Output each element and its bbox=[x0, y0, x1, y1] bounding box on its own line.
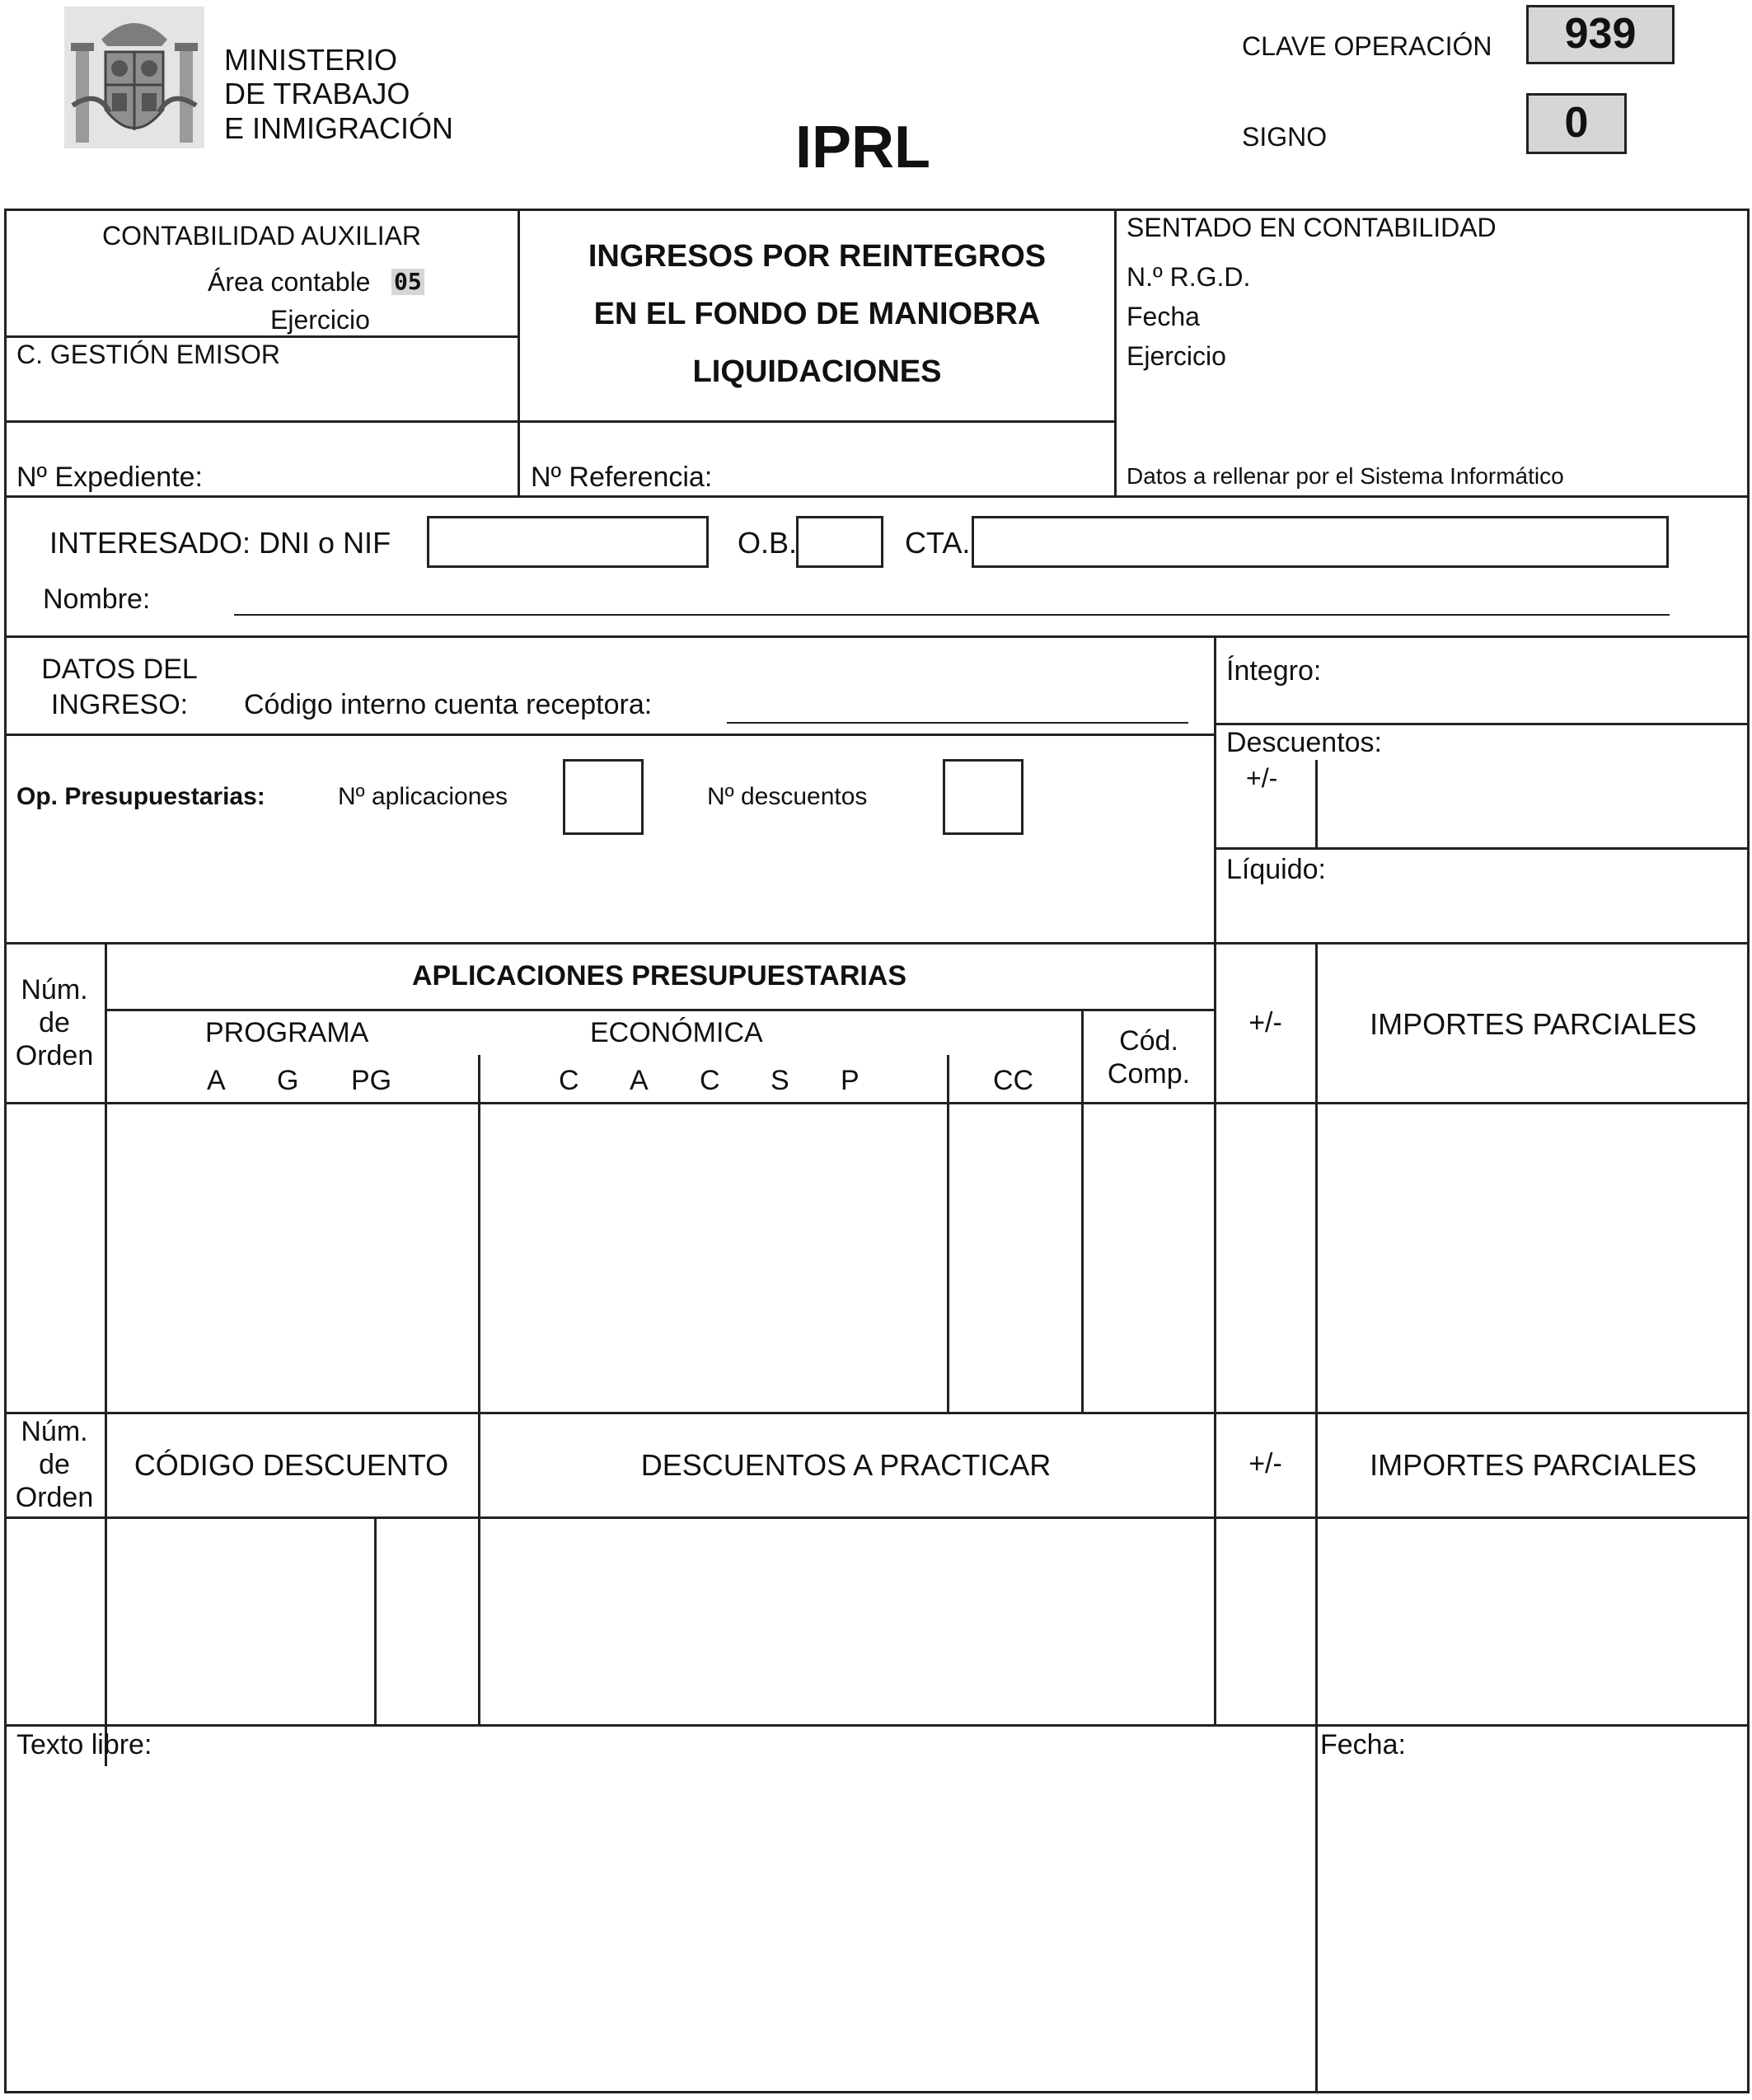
economica-col-c: C bbox=[559, 1065, 579, 1096]
ministry-line-1: MINISTERIO bbox=[224, 43, 398, 77]
area-contable-value: 05 bbox=[391, 269, 424, 295]
ministry-name bbox=[224, 43, 453, 145]
dni-label: INTERESADO: DNI o NIF bbox=[49, 526, 391, 560]
form-title-line-1: INGRESOS POR REINTEGROS bbox=[588, 239, 1047, 274]
cod-comp-line-1: Cód. bbox=[1119, 1025, 1178, 1057]
programa-col-a: A bbox=[207, 1065, 226, 1096]
coat-of-arms-icon bbox=[64, 7, 204, 148]
sentado-label: SENTADO EN CONTABILIDAD bbox=[1127, 213, 1497, 242]
referencia-label: Nº Referencia: bbox=[531, 462, 713, 493]
form-title-line-2: EN EL FONDO DE MANIOBRA bbox=[593, 297, 1041, 331]
aplic-importes-header: IMPORTES PARCIALES bbox=[1370, 1007, 1697, 1041]
clave-operacion-value: 939 bbox=[1526, 5, 1675, 64]
cod-comp-line-2: Comp. bbox=[1107, 1058, 1191, 1090]
descuentos-body[interactable] bbox=[7, 1519, 1747, 1723]
expediente-label: Nº Expediente: bbox=[16, 462, 203, 493]
n-descuentos-input[interactable] bbox=[943, 759, 1024, 835]
economica-col-c2: C bbox=[700, 1065, 720, 1096]
datos-sistema-note: Datos a rellenar por el Sistema Informático bbox=[1127, 463, 1564, 489]
economica-col-p: P bbox=[841, 1065, 860, 1096]
fecha-footer-label: Fecha: bbox=[1320, 1729, 1406, 1760]
datos-ingreso-line-1: DATOS DEL bbox=[41, 654, 198, 685]
aplicaciones-body[interactable] bbox=[7, 1104, 1747, 1411]
fecha-label: Fecha bbox=[1127, 302, 1200, 331]
texto-libre-input[interactable] bbox=[7, 1768, 1313, 2089]
nombre-label: Nombre: bbox=[43, 584, 151, 615]
texto-libre-label: Texto libre: bbox=[16, 1729, 152, 1760]
desc-num-orden-1: Núm. bbox=[21, 1416, 88, 1447]
aplicaciones-title: APLICACIONES PRESUPUESTARIAS bbox=[411, 960, 907, 991]
ejercicio-sistema-label: Ejercicio bbox=[1127, 341, 1226, 371]
gestion-emisor-label: C. GESTIÓN EMISOR bbox=[16, 340, 281, 369]
form-code: IPRL bbox=[795, 115, 931, 180]
descuentos-practicar-header: DESCUENTOS A PRACTICAR bbox=[640, 1448, 1052, 1482]
economica-col-a: A bbox=[630, 1065, 649, 1096]
programa-col-pg: PG bbox=[351, 1065, 392, 1096]
codigo-cuenta-input[interactable] bbox=[727, 722, 1188, 724]
aplic-num-orden-2: de bbox=[39, 1007, 70, 1038]
area-contable-label: Área contable bbox=[208, 267, 371, 297]
clave-operacion-label: CLAVE OPERACIÓN bbox=[1242, 31, 1492, 61]
ob-input[interactable] bbox=[796, 516, 883, 568]
desc-num-orden-3: Orden bbox=[15, 1482, 94, 1513]
codigo-cuenta-label: Código interno cuenta receptora: bbox=[244, 689, 653, 720]
programa-label: PROGRAMA bbox=[205, 1017, 369, 1048]
contabilidad-auxiliar: CONTABILIDAD AUXILIAR bbox=[101, 221, 422, 251]
signo-label: SIGNO bbox=[1242, 122, 1328, 152]
codigo-descuento-header: CÓDIGO DESCUENTO bbox=[134, 1448, 449, 1482]
fecha-footer-input[interactable] bbox=[1319, 1768, 1747, 2089]
form-title-line-3: LIQUIDACIONES bbox=[692, 354, 942, 389]
dni-input[interactable] bbox=[427, 516, 709, 568]
rgd-label: N.º R.G.D. bbox=[1127, 262, 1251, 292]
ob-label: O.B. bbox=[738, 526, 798, 560]
descuentos-label: Descuentos: bbox=[1226, 727, 1382, 758]
cta-label: CTA. bbox=[905, 526, 971, 560]
desc-importes-header: IMPORTES PARCIALES bbox=[1370, 1448, 1697, 1482]
liquido-label: Líquido: bbox=[1226, 854, 1326, 885]
cc-col: CC bbox=[993, 1065, 1034, 1096]
aplic-num-orden-3: Orden bbox=[15, 1040, 94, 1071]
programa-col-g: G bbox=[277, 1065, 299, 1096]
economica-label: ECONÓMICA bbox=[590, 1017, 763, 1048]
op-presupuestarias-label: Op. Presupuestarias: bbox=[16, 783, 265, 810]
integro-label: Íntegro: bbox=[1226, 655, 1322, 687]
nombre-input[interactable] bbox=[234, 614, 1670, 616]
ministry-line-3: E INMIGRACIÓN bbox=[224, 110, 454, 145]
n-descuentos-label: Nº descuentos bbox=[707, 783, 868, 810]
n-aplicaciones-label: Nº aplicaciones bbox=[338, 783, 508, 810]
datos-ingreso-line-2: INGRESO: bbox=[50, 689, 189, 720]
economica-col-s: S bbox=[771, 1065, 789, 1096]
desc-sign-header: +/- bbox=[1248, 1448, 1282, 1479]
signo-value: 0 bbox=[1526, 93, 1627, 154]
desc-num-orden-2: de bbox=[39, 1449, 70, 1480]
n-aplicaciones-input[interactable] bbox=[563, 759, 644, 835]
descuentos-sign-label: +/- bbox=[1246, 763, 1278, 793]
ministry-line-2: DE TRABAJO bbox=[224, 77, 410, 111]
aplic-num-orden-1: Núm. bbox=[21, 974, 88, 1005]
ejercicio-label: Ejercicio bbox=[270, 305, 370, 335]
cta-input[interactable] bbox=[972, 516, 1669, 568]
aplic-sign-header: +/- bbox=[1248, 1007, 1282, 1038]
